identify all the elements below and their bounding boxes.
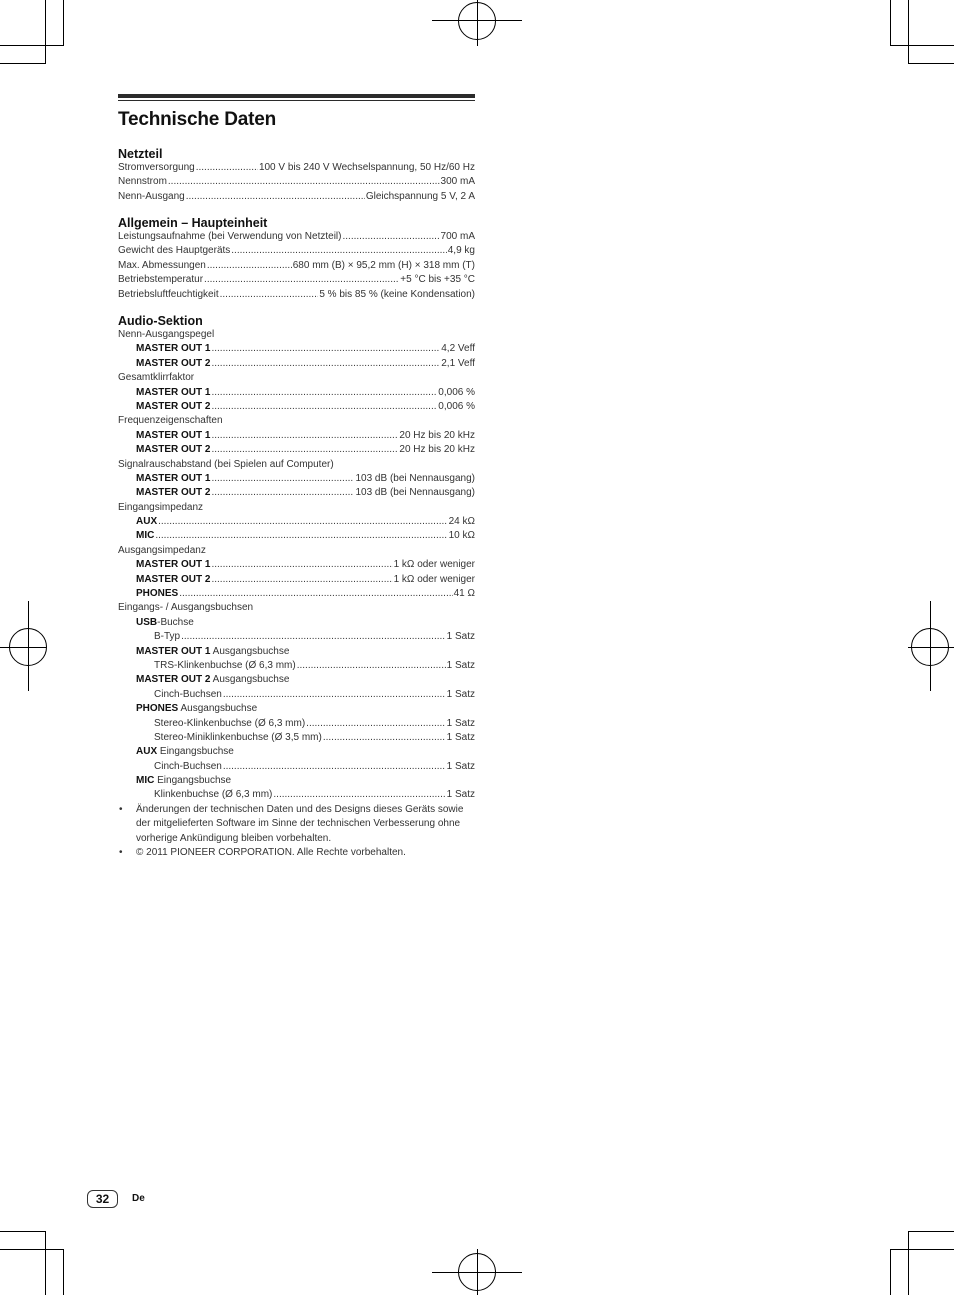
spec-row: MASTER OUT 1 ..... 1 kΩ oder weniger [118,558,475,572]
spec-row: Stereo-Klinkenbuchse (Ø 6,3 mm) ..... 1 Satz [118,717,475,731]
group-title: Eingangsimpedanz [118,501,204,513]
spec-row: MASTER OUT 1 ..... 4,2 Veff [118,342,475,356]
note-bullet: • © 2011 PIONEER CORPORATION. Alle Rechte vorbehalten. [118,846,475,860]
spec-row: TRS-Klinkenbuchse (Ø 6,3 mm) ..... 1 Satz [118,659,475,673]
spec-row: Gewicht des Hauptgeräts ..... 4,9 kg [118,244,475,258]
spec-row: MASTER OUT 1 ..... 0,006 % [118,386,475,400]
page-number: 32 [87,1190,118,1208]
group-title: Nenn-Ausgangspegel [118,329,215,340]
spec-row: Stereo-Miniklinkenbuchse (Ø 3,5 mm) ..... 1 Satz [118,731,475,745]
group-title: Frequenzeigenschaften [118,415,223,427]
spec-row: Stromversorgung ..... 100 V bis 240 V Wechselspannung, 50 Hz/60 Hz [118,161,475,175]
spec-content [118,94,475,859]
section-audio [118,314,475,861]
spec-row: Leistungsaufnahme (bei Verwendung von Netzteil) ..... 700 mA [118,230,475,244]
section-heading: Allgemein – Haupteinheit [118,216,268,230]
jack-heading: PHONES Ausgangsbuchse [136,703,258,715]
spec-row: Cinch-Buchsen ..... 1 Satz [118,688,475,702]
jack-heading: MIC Eingangsbuchse [136,775,232,787]
spec-row: MASTER OUT 2 ..... 2,1 Veff [118,357,475,371]
spec-row: Max. Abmessungen ..... 680 mm (B) × 95,2 mm (H) × 318 mm (T) [118,259,475,273]
jack-heading: MASTER OUT 1 Ausgangsbuchse [136,645,290,657]
spec-row: AUX ..... 24 kΩ [118,515,475,529]
spec-row: Betriebstemperatur ..... +5 °C bis +35 °C [118,273,475,287]
note-bullet: • Änderungen der technischen Daten und des Designs dieses Geräts sowie der mitgelieferten Software im Sinne der technischen Verbesserung ohne vorherige Ankündigung bleiben vorbehalten. [118,803,475,846]
section-heading: Audio-Sektion [118,314,203,328]
section-heading: Netzteil [118,147,163,161]
language-code: De [132,1193,145,1204]
spec-row: MASTER OUT 2 ..... 1 kΩ oder weniger [118,573,475,587]
jack-heading: USB-Buchse [136,616,194,628]
jack-heading: AUX Eingangsbuchse [136,746,234,758]
jack-heading: MASTER OUT 2 Ausgangsbuchse [136,674,290,686]
spec-row: Cinch-Buchsen ..... 1 Satz [118,760,475,774]
group-title: Signalrauschabstand (bei Spielen auf Computer) [118,458,334,470]
spec-row: MASTER OUT 2 ..... 20 Hz bis 20 kHz [118,443,475,457]
group-title: Ausgangsimpedanz [118,544,206,556]
group-title: Eingangs- / Ausgangsbuchsen [118,602,254,614]
spec-row: Klinkenbuchse (Ø 6,3 mm) ..... 1 Satz [118,789,475,803]
spec-row: PHONES ..... 41 Ω [118,587,475,601]
spec-row: Betriebsluftfeuchtigkeit ..... 5 % bis 85 % (keine Kondensation) [118,288,475,302]
title-rule-thin [118,100,475,101]
spec-row: B-Typ ..... 1 Satz [118,630,475,644]
group-title: Gesamtklirrfaktor [118,372,195,384]
section-netzteil [118,147,475,204]
spec-row: MASTER OUT 1 ..... 20 Hz bis 20 kHz [118,429,475,443]
page-title: Technische Daten [118,109,276,130]
section-allgemein [118,216,475,302]
spec-row: MASTER OUT 2 ..... 103 dB (bei Nennausgang) [118,486,475,500]
title-rule [118,94,475,98]
spec-row: Nennstrom ..... 300 mA [118,175,475,189]
spec-row: MIC ..... 10 kΩ [118,529,475,543]
spec-row: MASTER OUT 1 ..... 103 dB (bei Nennausgang) [118,472,475,486]
spec-row: MASTER OUT 2 ..... 0,006 % [118,400,475,414]
spec-row: Nenn-Ausgang ..... Gleichspannung 5 V, 2 A [118,190,475,204]
